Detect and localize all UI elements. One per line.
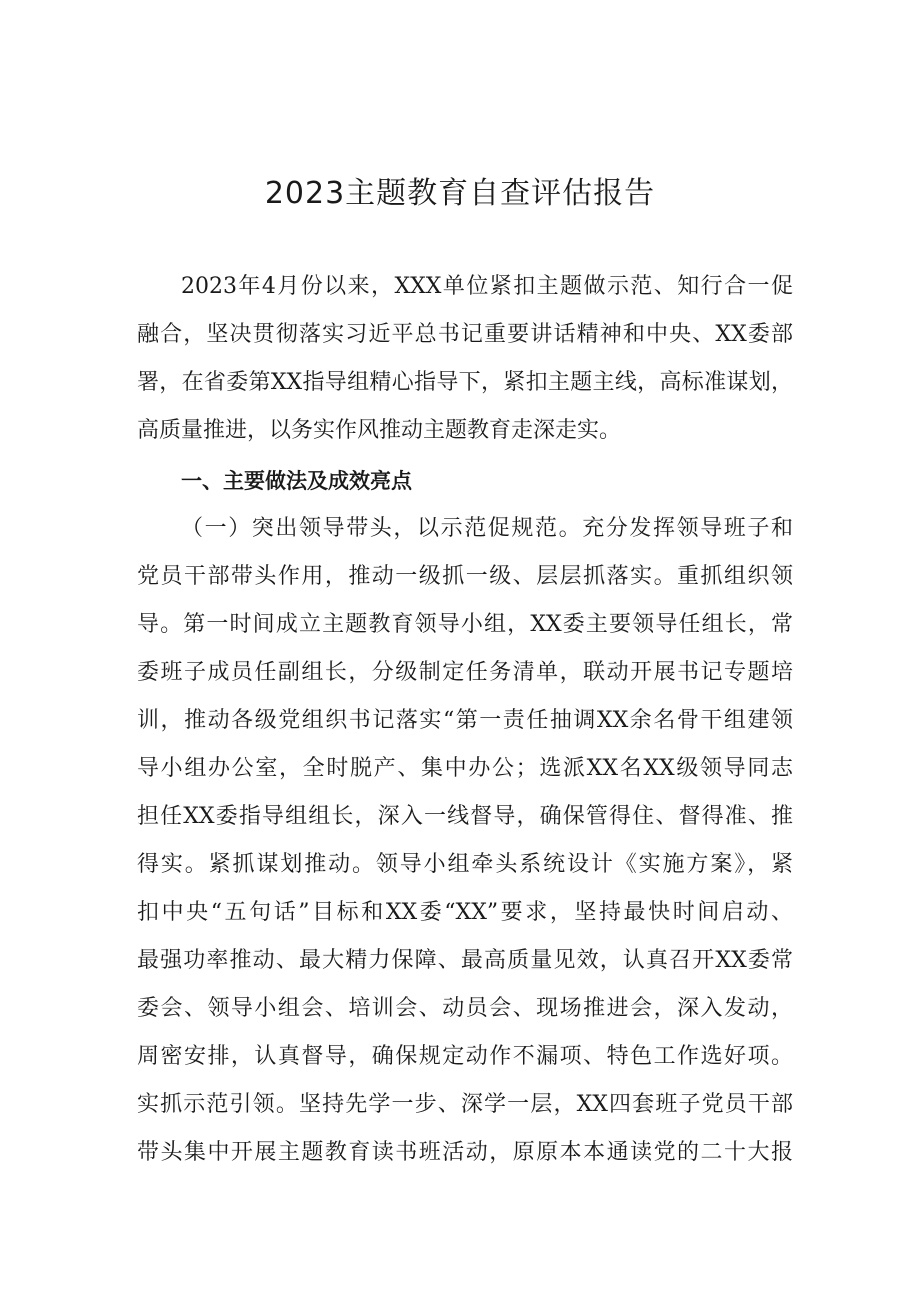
paragraph-2-line: 周密安排，认真督导，确保规定动作不漏项、特色工作选好项。 xyxy=(137,1044,793,1069)
paragraph-2-line: 委会、领导小组会、培训会、动员会、现场推进会，深入发动， xyxy=(137,996,793,1021)
paragraph-2-line: 担任XX委指导组组长，深入一线督导，确保管得住、督得准、推 xyxy=(137,804,793,829)
paragraph-2-line: 得实。紧抓谋划推动。领导小组牵头系统设计《实施方案》，紧 xyxy=(137,852,793,877)
paragraph-2-line: 导。第一时间成立主题教育领导小组，XX委主要领导任组长，常 xyxy=(137,612,793,637)
paragraph-2-line: （一）突出领导带头，以示范促规范。充分发挥领导班子和 xyxy=(181,516,793,541)
paragraph-2-line: 导小组办公室，全时脱产、集中办公；选派XX名XX级领导同志 xyxy=(137,756,793,781)
paragraph-2-line: 训，推动各级党组织书记落实“第一责任抽调XX余名骨干组建领 xyxy=(137,708,793,733)
paragraph-2-line: 实抓示范引领。坚持先学一步、深学一层，XX四套班子党员干部 xyxy=(137,1092,793,1117)
paragraph-1-line: 2023年4月份以来，XXX单位紧扣主题做示范、知行合一促 xyxy=(181,274,793,299)
section-heading: 一、主要做法及成效亮点 xyxy=(181,469,412,493)
document-title: 2023主题教育自查评估报告 xyxy=(264,176,656,211)
paragraph-2-line: 带头集中开展主题教育读书班活动，原原本本通读党的二十大报 xyxy=(137,1140,793,1165)
paragraph-2-line: 委班子成员任副组长，分级制定任务清单，联动开展书记专题培 xyxy=(137,660,793,685)
paragraph-2-line: 扣中央“五句话”目标和XX委“XX”要求，坚持最快时间启动、 xyxy=(137,900,793,925)
paragraph-1-line: 高质量推进，以务实作风推动主题教育走深走实。 xyxy=(137,418,622,443)
paragraph-2-line: 党员干部带头作用，推动一级抓一级、层层抓落实。重抓组织领 xyxy=(137,564,793,589)
paragraph-2-line: 最强功率推动、最大精力保障、最高质量见效，认真召开XX委常 xyxy=(137,948,793,973)
paragraph-1-line: 署，在省委第XX指导组精心指导下，紧扣主题主线，高标准谋划， xyxy=(137,370,793,395)
paragraph-1-line: 融合，坚决贯彻落实习近平总书记重要讲话精神和中央、XX委部 xyxy=(137,322,793,347)
